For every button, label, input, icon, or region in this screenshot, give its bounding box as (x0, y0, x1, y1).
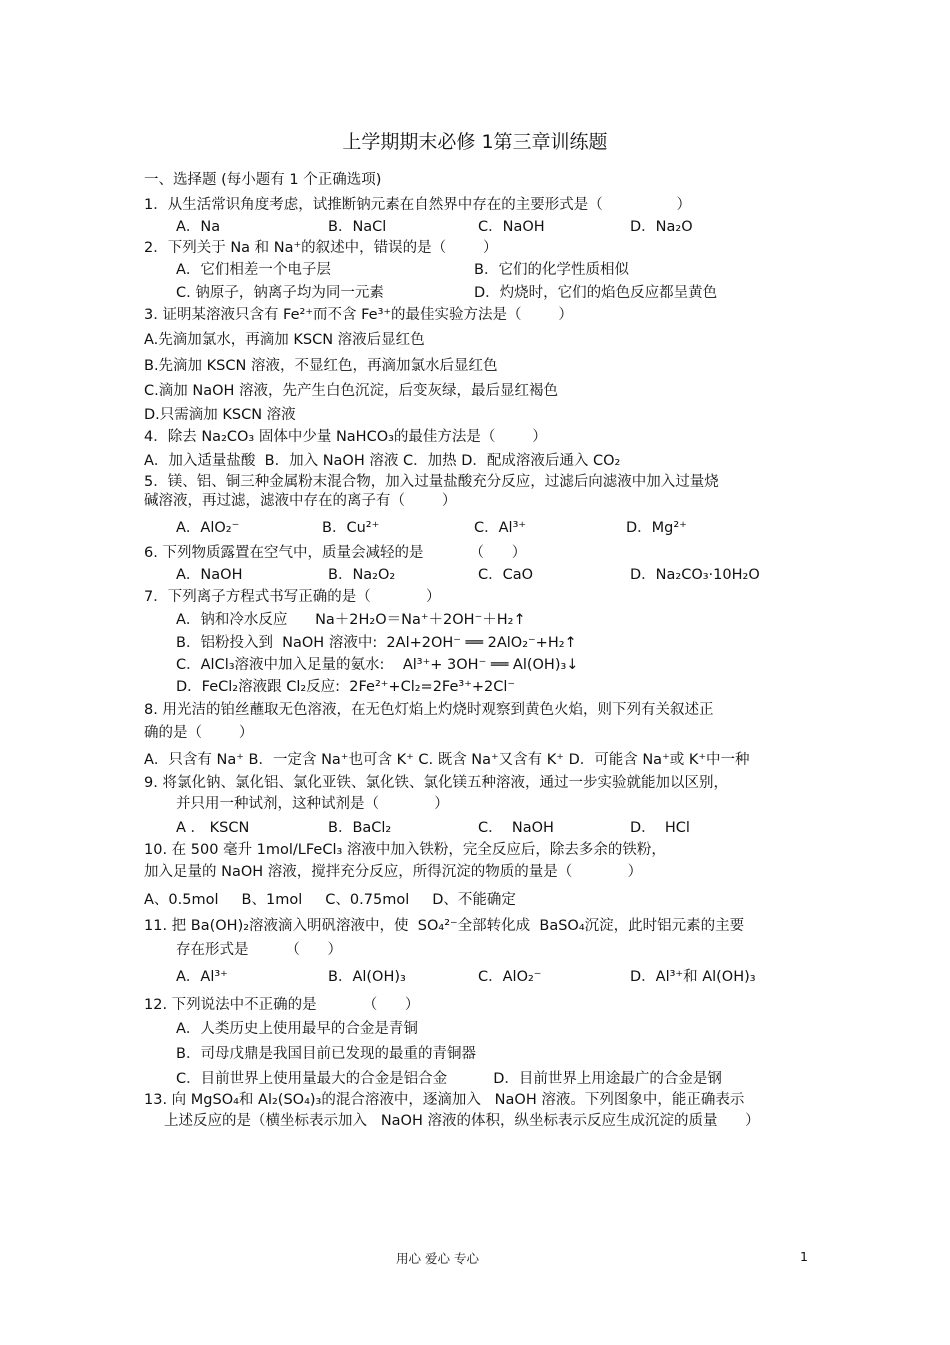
question-6-option-c: C．CaO (478, 567, 534, 583)
question-7-option-d: D．FeCl₂溶液跟 Cl₂反应: 2Fe²⁺+Cl₂=2Fe³⁺+2Cl⁻ (176, 679, 516, 695)
question-8-stem-line1: 8. 用光洁的铂丝蘸取无色溶液，在无色灯焰上灼烧时观察到黄色火焰，则下列有关叙述正 (144, 702, 714, 718)
question-1-option-a: A．Na (176, 219, 221, 235)
question-5-option-d: D．Mg²⁺ (626, 520, 687, 536)
question-9-stem-line2: 并只用一种试剂，这种试剂是（ ） (176, 796, 449, 812)
question-12-option-a: A．人类历史上使用最早的合金是青铜 (176, 1021, 418, 1037)
page-number: 1 (800, 1249, 808, 1264)
question-6-option-a: A．NaOH (176, 567, 243, 583)
question-13-stem-line1: 13. 向 MgSO₄和 Al₂(SO₄)₃的混合溶液中，逐滴加入 NaOH 溶液。下列图象中，能正确表示 (144, 1092, 745, 1108)
question-11-option-b: B．Al(OH)₃ (328, 969, 406, 985)
question-12-options-c-d: C．目前世界上使用量最大的合金是铝合金 D．目前世界上用途最广的合金是钢 (176, 1071, 722, 1087)
question-11-option-d: D．Al³⁺和 Al(OH)₃ (630, 969, 756, 985)
question-11-option-a: A．Al³⁺ (176, 969, 228, 985)
question-4-options: A．加入适量盐酸 B．加入 NaOH 溶液 C．加热 D．配成溶液后通入 CO₂ (144, 453, 621, 469)
question-10-options: A、0.5mol B、1mol C、0.75mol D、不能确定 (144, 892, 516, 908)
question-1-stem: 1．从生活常识角度考虑，试推断钠元素在自然界中存在的主要形式是（ ） (144, 197, 691, 213)
question-9-option-d: D． HCl (630, 820, 690, 836)
question-2-option-c: C. 钠原子，钠离子均为同一元素 (176, 285, 384, 301)
question-7-stem: 7．下列离子方程式书写正确的是（ ） (144, 589, 441, 605)
question-7-option-c: C．AlCl₃溶液中加入足量的氨水: Al³⁺+ 3OH⁻ ══ Al(OH)₃↓ (176, 657, 579, 673)
question-3-option-d: D.只需滴加 KSCN 溶液 (144, 407, 296, 423)
question-3-stem: 3. 证明某溶液只含有 Fe²⁺而不含 Fe³⁺的最佳实验方法是（ ） (144, 307, 573, 323)
footer-motto: 用心 爱心 专心 (396, 1251, 479, 1266)
question-6-option-b: B．Na₂O₂ (328, 567, 396, 583)
question-5-stem-line1: 5．镁、铝、铜三种金属粉末混合物，加入过量盐酸充分反应，过滤后向滤液中加入过量烧 (144, 474, 719, 490)
question-3-option-a: A.先滴加氯水，再滴加 KSCN 溶液后显红色 (144, 332, 425, 348)
question-9-stem-line1: 9. 将氯化钠、氯化铝、氯化亚铁、氯化铁、氯化镁五种溶液，通过一步实验就能加以区别， (144, 775, 728, 791)
question-2-option-d: D．灼烧时，它们的焰色反应都呈黄色 (474, 285, 718, 301)
question-5-stem-line2: 碱溶液，再过滤，滤液中存在的离子有（ ） (144, 493, 457, 509)
question-2-option-b: B．它们的化学性质相似 (474, 262, 629, 278)
question-2-option-a: A．它们相差一个电子层 (176, 262, 331, 278)
question-4-stem: 4．除去 Na₂CO₃ 固体中少量 NaHCO₃的最佳方法是（ ） (144, 429, 547, 445)
question-6-stem: 6. 下列物质露置在空气中，质量会减轻的是 （ ） (144, 545, 527, 561)
question-1-option-c: C．NaOH (478, 219, 545, 235)
question-1-option-d: D．Na₂O (630, 219, 693, 235)
question-6-option-d: D．Na₂CO₃·10H₂O (630, 567, 760, 583)
question-12-option-b: B．司母戊鼎是我国目前已发现的最重的青铜器 (176, 1046, 476, 1062)
question-11-stem-line1: 11. 把 Ba(OH)₂溶液滴入明矾溶液中，使 SO₄²⁻全部转化成 BaSO₄沉淀，此时铝元素的主要 (144, 918, 745, 934)
question-9-option-b: B．BaCl₂ (328, 820, 392, 836)
question-8-stem-line2: 确的是（ ） (144, 725, 254, 741)
question-3-option-c: C.滴加 NaOH 溶液，先产生白色沉淀，后变灰绿，最后显红褐色 (144, 383, 558, 399)
question-11-stem-line2: 存在形式是 （ ） (176, 942, 343, 958)
page-title: 上学期期末必修 1第三章训练题 (342, 131, 608, 153)
question-7-option-b: B．铝粉投入到 NaOH 溶液中: 2Al+2OH⁻ ══ 2AlO₂⁻+H₂↑ (176, 635, 577, 651)
question-5-option-c: C．Al³⁺ (474, 520, 527, 536)
question-13-stem-line2: 上述反应的是（横坐标表示加入 NaOH 溶液的体积，纵坐标表示反应生成沉淀的质量 ） (164, 1113, 760, 1129)
question-8-options: A．只含有 Na⁺ B．一定含 Na⁺也可含 K⁺ C. 既含 Na⁺又含有 K⁺ D．可能含 Na⁺或 K⁺中一种 (144, 752, 750, 768)
question-7-option-a: A．钠和冷水反应 Na＋2H₂O＝Na⁺＋2OH⁻＋H₂↑ (176, 612, 526, 628)
question-11-option-c: C．AlO₂⁻ (478, 969, 542, 985)
question-5-option-a: A．AlO₂⁻ (176, 520, 240, 536)
question-3-option-b: B.先滴加 KSCN 溶液，不显红色，再滴加氯水后显红色 (144, 358, 498, 374)
question-9-option-c: C． NaOH (478, 820, 554, 836)
section-heading: 一、选择题 (每小题有 1 个正确选项) (144, 172, 382, 188)
question-5-option-b: B．Cu²⁺ (322, 520, 380, 536)
question-2-stem: 2．下列关于 Na 和 Na⁺的叙述中，错误的是（ ） (144, 240, 498, 256)
question-10-stem-line2: 加入足量的 NaOH 溶液，搅拌充分反应，所得沉淀的物质的量是（ ） (144, 864, 643, 880)
question-1-option-b: B．NaCl (328, 219, 387, 235)
question-12-stem: 12. 下列说法中不正确的是 （ ） (144, 997, 420, 1013)
question-9-option-a: A ． KSCN (176, 820, 250, 836)
question-10-stem-line1: 10. 在 500 毫升 1mol/LFeCl₃ 溶液中加入铁粉，完全反应后，除去多余的铁粉， (144, 842, 666, 858)
